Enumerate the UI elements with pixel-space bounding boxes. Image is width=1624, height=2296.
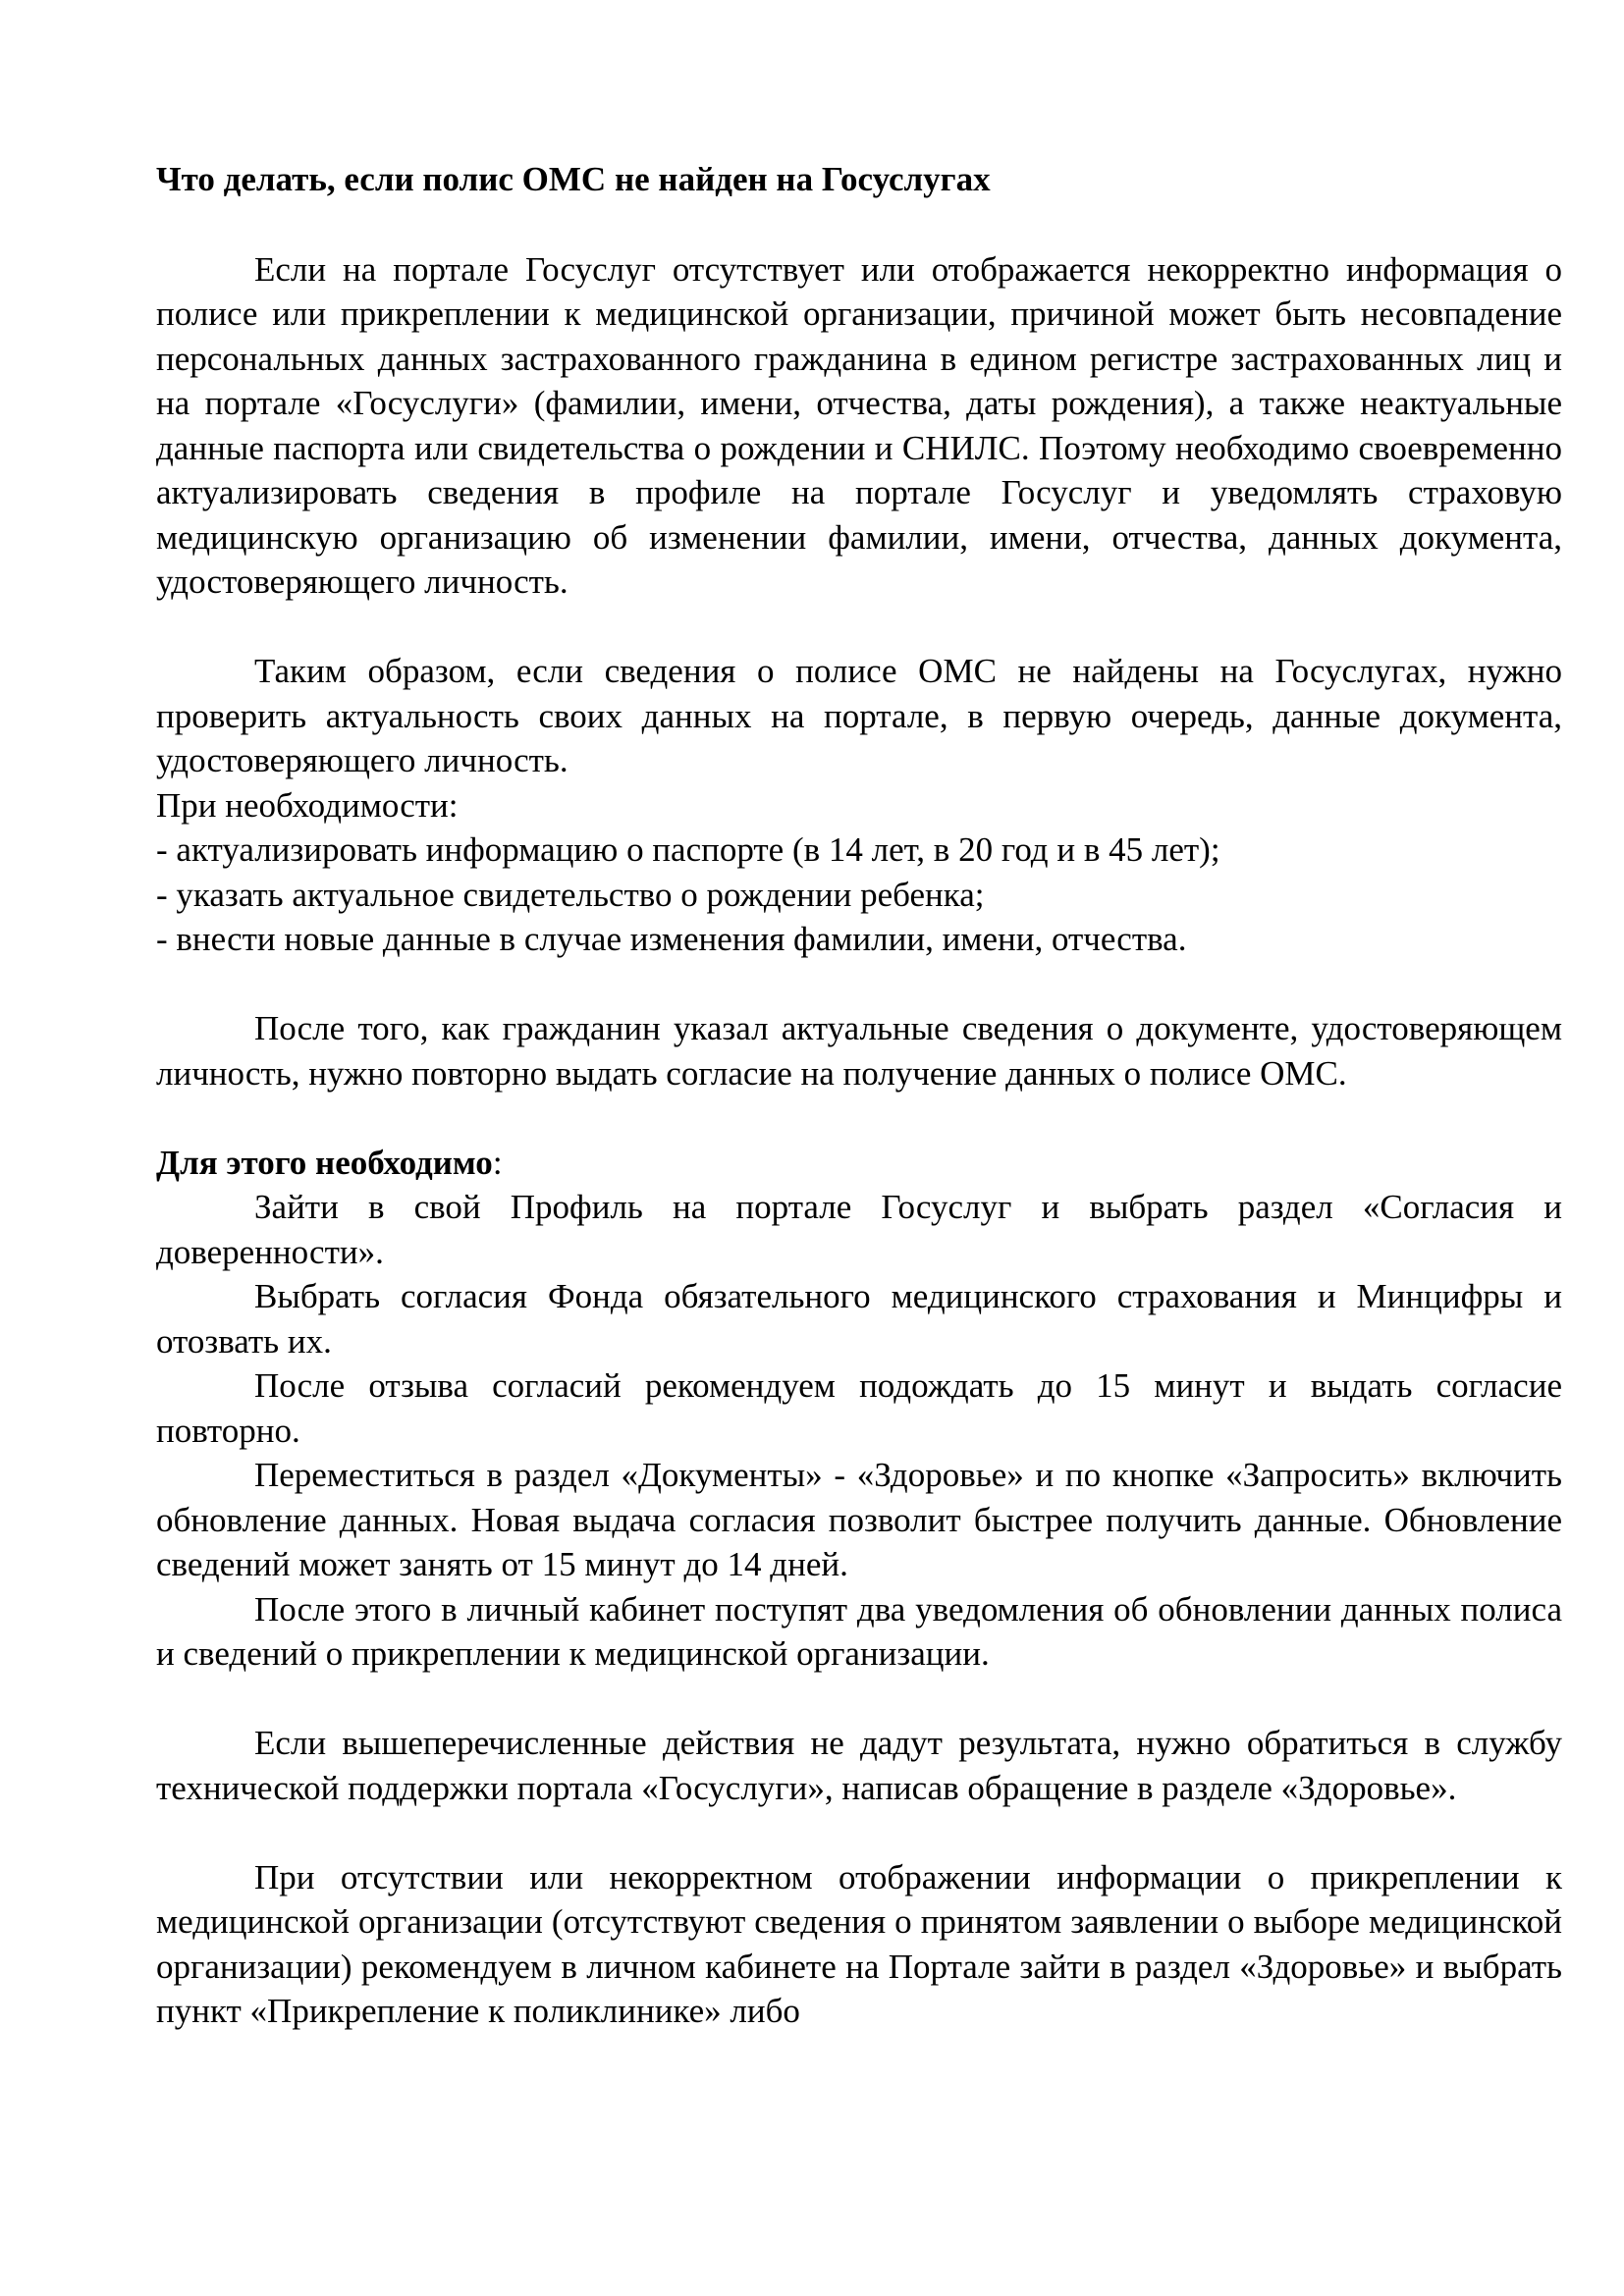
paragraph-support: Если вышеперечисленные действия не дадут результата, нужно обратиться в службу технической поддержки портала «Госуслуги», написав обращение в разделе «Здоровье».: [156, 1724, 1562, 1807]
paragraph-attachment: При отсутствии или некорректном отображении информации о прикреплении к медицинской организации (отсутствуют сведения о принятом заявлении о выборе медицинской организации) рекомендуем в личном кабинете на Портале зайти в раздел «Здоровье» и выбрать пункт «Прикрепление к поликлинике» либо: [156, 1857, 1562, 2030]
step-request-update: Переместиться в раздел «Документы» - «Здоровье» и по кнопке «Запросить» включить обновление данных. Новая выдача согласия позволит быстрее получить данные. Обновление сведений может занять от 15 минут до 14 дней.: [156, 1456, 1562, 1583]
step-notifications: После этого в личный кабинет поступят два уведомления об обновлении данных полиса и сведений о прикреплении к медицинской организации.: [156, 1589, 1562, 1673]
necessity-label: При необходимости:: [156, 785, 459, 825]
spacer: [156, 1677, 1562, 1722]
instructions-heading-colon: :: [492, 1143, 503, 1182]
instructions-heading: [156, 1141, 1562, 1186]
necessity-item-passport: - актуализировать информацию о паспорте (в 14 лет, в 20 год и в 45 лет);: [156, 830, 1220, 869]
spacer: [156, 962, 1562, 1007]
paragraph-personal-data-mismatch: Если на портале Госуслуг отсутствует или отображается некорректно информация о полисе или прикреплении к медицинской организации, причиной может быть несовпадение персональных данных застрахованного гражданина в едином регистре застрахованных лиц и на портале «Госуслуги» (фамилии, имени, отчества, даты рождения), а также неактуальные данные паспорта или свидетельства о рождении и СНИЛС. Поэтому необходимо своевременно актуализировать сведения в профиле на портале Госуслуг и уведомлять страховую медицинскую организацию об изменении фамилии, имени, отчества, данных документа, удостоверяющего личность.: [156, 249, 1562, 601]
necessity-item-birth-certificate: - указать актуальное свидетельство о рождении ребенка;: [156, 875, 985, 914]
spacer: [156, 1095, 1562, 1141]
instructions-heading-text: Для этого необходимо: [156, 1143, 493, 1182]
spacer: [156, 202, 1562, 247]
paragraph-reissue-consent: После того, как гражданин указал актуальные сведения о документе, удостоверяющем личность, нужно повторно выдать согласие на получение данных о полисе ОМС.: [156, 1009, 1562, 1093]
spacer: [156, 1810, 1562, 1855]
paragraph-check-data: Таким образом, если сведения о полисе ОМС не найдены на Госуслугах, нужно проверить актуальность своих данных на портале, в первую очередь, данные документа, удостоверяющего личность.: [156, 652, 1562, 779]
spacer: [156, 605, 1562, 650]
step-wait-and-reissue: После отзыва согласий рекомендуем подождать до 15 минут и выдать согласие повторно.: [156, 1366, 1562, 1450]
step-open-profile: Зайти в свой Профиль на портале Госуслуг и выбрать раздел «Согласия и доверенности».: [156, 1188, 1562, 1271]
necessity-item-name-change: - внести новые данные в случае изменения фамилии, имени, отчества.: [156, 920, 1187, 958]
step-revoke-consents: Выбрать согласия Фонда обязательного медицинского страхования и Минцифры и отозвать их.: [156, 1277, 1562, 1361]
document-title: Что делать, если полис ОМС не найден на Госуслугах: [156, 160, 991, 198]
document-page: [156, 157, 1562, 2034]
